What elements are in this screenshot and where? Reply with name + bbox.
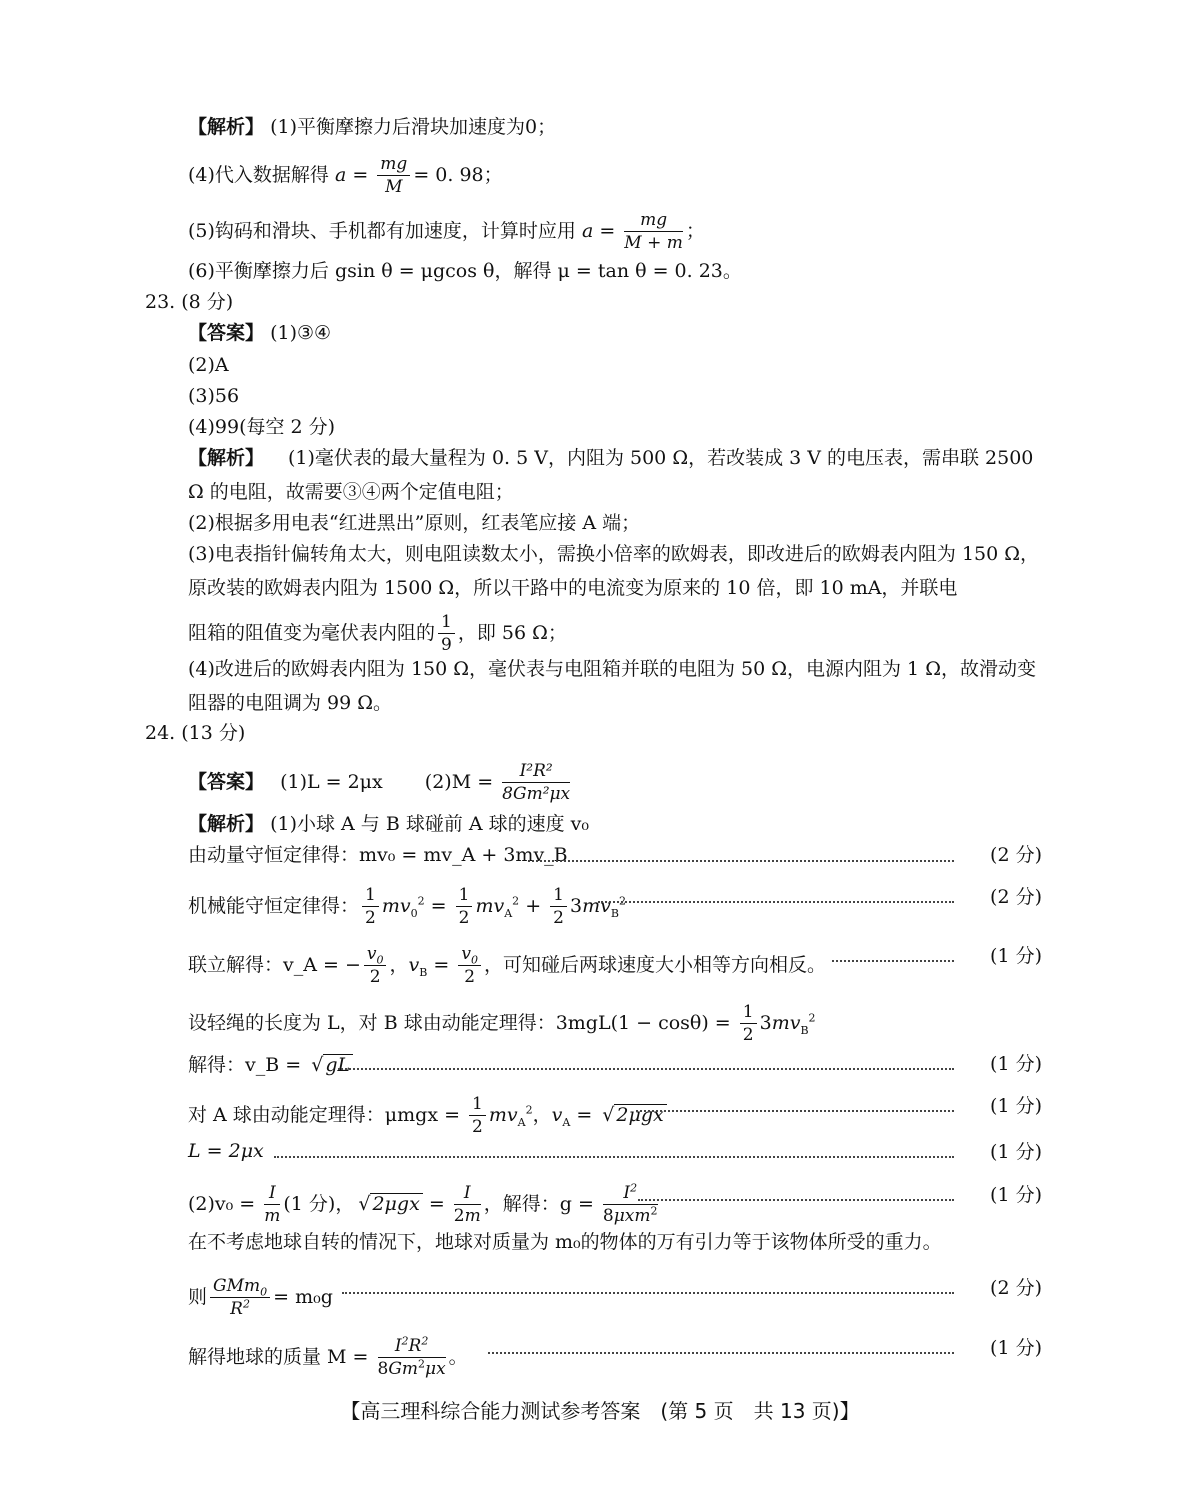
- q23-analysis-p4: (4)改进后的欧姆表内阻为 150 Ω，毫伏表与电阻箱并联的电阻为 50 Ω，电源内阻为 1 Ω，故滑动变阻器的电阻调为 99 Ω。: [188, 658, 1036, 714]
- score-mark: (1 分): [990, 945, 1042, 967]
- q24-momentum-eq: 由动量守恒定律得：mv₀ = mv_A + 3mv_B: [188, 844, 568, 866]
- q24-earth-mass-result: 解得地球的质量 M = $\frac{I^2R^2}{8Gm^2\mu x}$ 。: [188, 1334, 468, 1379]
- q23-analysis-p3-cont: 阻箱的阻值变为毫伏表内阻的 $\frac{1}{9}$ ，即 56 Ω；: [188, 612, 567, 655]
- q24-answer-line: 【答案】 (1)L = 2μx (2)M = $\frac{\text{I²R²}}{\text{8Gm²μx}}$: [188, 761, 571, 804]
- page-footer: 【高三理科综合能力测试参考答案 (第 5 页 共 13 页)】: [340, 1399, 860, 1423]
- q23-analysis-p2: (2)根据多用电表“红进黑出”原则，红表笔应接 A 端；: [188, 512, 641, 534]
- q24-header: 24. (13 分): [145, 722, 246, 744]
- dot-leader: [636, 1110, 954, 1112]
- dot-leader: [598, 901, 954, 903]
- score-mark: (1 分): [990, 1095, 1042, 1117]
- score-mark: (1 分): [990, 1141, 1042, 1163]
- dot-leader: [342, 1292, 954, 1294]
- dot-leader: [274, 1156, 954, 1158]
- q24-gravity-equation: 则 $\frac{GMm_0}{R^2}$ = m₀g: [188, 1276, 333, 1319]
- q24-length-result: L = 2μx: [188, 1140, 264, 1162]
- analysis-label: 【解析】: [188, 813, 265, 835]
- q24-energy-eq: 机械能守恒定律得： $\frac{1}{2}$ $mv_0^2$ = $\frac{1}{2}$ $mv_A^2$ + $\frac{1}{2}$ $3mv_B^2$: [188, 885, 626, 928]
- q23-header: 23. (8 分): [145, 291, 234, 313]
- q22-analysis-line-4: (6)平衡摩擦力后 gsin θ = μgcos θ，解得 μ = tan θ = 0. 23。: [188, 260, 742, 282]
- dot-leader: [638, 1199, 954, 1201]
- answer-label: 【答案】: [188, 771, 265, 793]
- score-mark: (1 分): [990, 1184, 1042, 1206]
- fraction-mg-over-M-plus-m: $\frac{mg}{M + m}$: [624, 210, 683, 253]
- q23-answer-line-1: 【答案】 (1)③④: [188, 322, 332, 344]
- score-mark: (2 分): [990, 886, 1042, 908]
- score-mark: (2 分): [990, 844, 1042, 866]
- q23-analysis-p3: (3)电表指针偏转角太大，则电阻读数太小，需换小倍率的欧姆表，即改进后的欧姆表内阻为 150 Ω，原改装的欧姆表内阻为 1500 Ω，所以干路中的电流变为原来的 10 倍，即 10 mA，并联电: [188, 543, 1040, 599]
- q22-analysis-line-1: 【解析】 (1)平衡摩擦力后滑块加速度为0；: [188, 116, 557, 138]
- score-mark: (2 分): [990, 1277, 1042, 1299]
- dot-leader: [832, 960, 954, 962]
- dot-leader: [488, 1352, 954, 1354]
- q24-part2-gravity: (2)v₀ = $\frac{I}{m}$ (1 分)， √ 2μgx = $\frac{I}{2m}$ ，解得：g = $\frac{I^2}{8\mu xm^2}$: [188, 1181, 658, 1226]
- q24-solve-velocities: 联立解得：v_A = − $\frac{v_0}{2}$ ，$v_B$ = $\frac{v_0}{2}$ ，可知碰后两球速度大小相等方向相反。: [188, 944, 826, 987]
- fraction-earth-mass-answer: $\frac{\text{I²R²}}{\text{8Gm²μx}}$: [502, 761, 571, 804]
- score-mark: (1 分): [990, 1337, 1042, 1359]
- q23-answer-line-3: (3)56: [188, 385, 240, 407]
- q23-answer-line-2: (2)A: [188, 354, 229, 376]
- answer-label: 【答案】: [188, 322, 265, 344]
- q22-analysis-line-3: (5)钩码和滑块、手机都有加速度，计算时应用 a = $\frac{mg}{M + m}$ ；: [188, 210, 705, 253]
- analysis-label: 【解析】: [188, 116, 265, 138]
- q24-kinetic-energy-theorem-b: 设轻绳的长度为 L，对 B 球由动能定理得：3mgL(1 − cosθ) = $\frac{1}{2}$ $3mv_B^2$: [188, 1002, 816, 1045]
- fraction-mg-over-M: $\frac{mg}{M}$: [377, 156, 410, 196]
- q23-analysis-p1: (1)毫伏表的最大量程为 0. 5 V，内阻为 500 Ω，若改装成 3 V 的电压表，需串联 2500 Ω 的电阻，故需要③④两个定值电阻；: [188, 447, 1034, 503]
- dot-leader: [528, 860, 954, 862]
- analysis-label: 【解析】: [188, 447, 265, 469]
- score-mark: (1 分): [990, 1053, 1042, 1075]
- q24-vb-result: 解得：v_B = √ gL: [188, 1054, 353, 1075]
- fraction-one-ninth: $\frac{1}{9}$: [438, 614, 455, 654]
- q24-gravity-statement: 在不考虑地球自转的情况下，地球对质量为 m₀的物体的万有引力等于该物体所受的重力。: [188, 1231, 942, 1253]
- q22-analysis-line-2: (4)代入数据解得 a = $\frac{mg}{M}$ = 0. 98；: [188, 154, 503, 197]
- q23-answer-line-4: (4)99(每空 2 分): [188, 416, 336, 438]
- q24-kinetic-energy-theorem-a: 对 A 球由动能定理得：μmgx = $\frac{1}{2}$ $mv_A^2$，$v_A$ = √ 2μgx: [188, 1096, 667, 1136]
- dot-leader: [338, 1068, 954, 1070]
- q24-analysis-line-1: 【解析】 (1)小球 A 与 B 球碰前 A 球的速度 v₀: [188, 813, 590, 835]
